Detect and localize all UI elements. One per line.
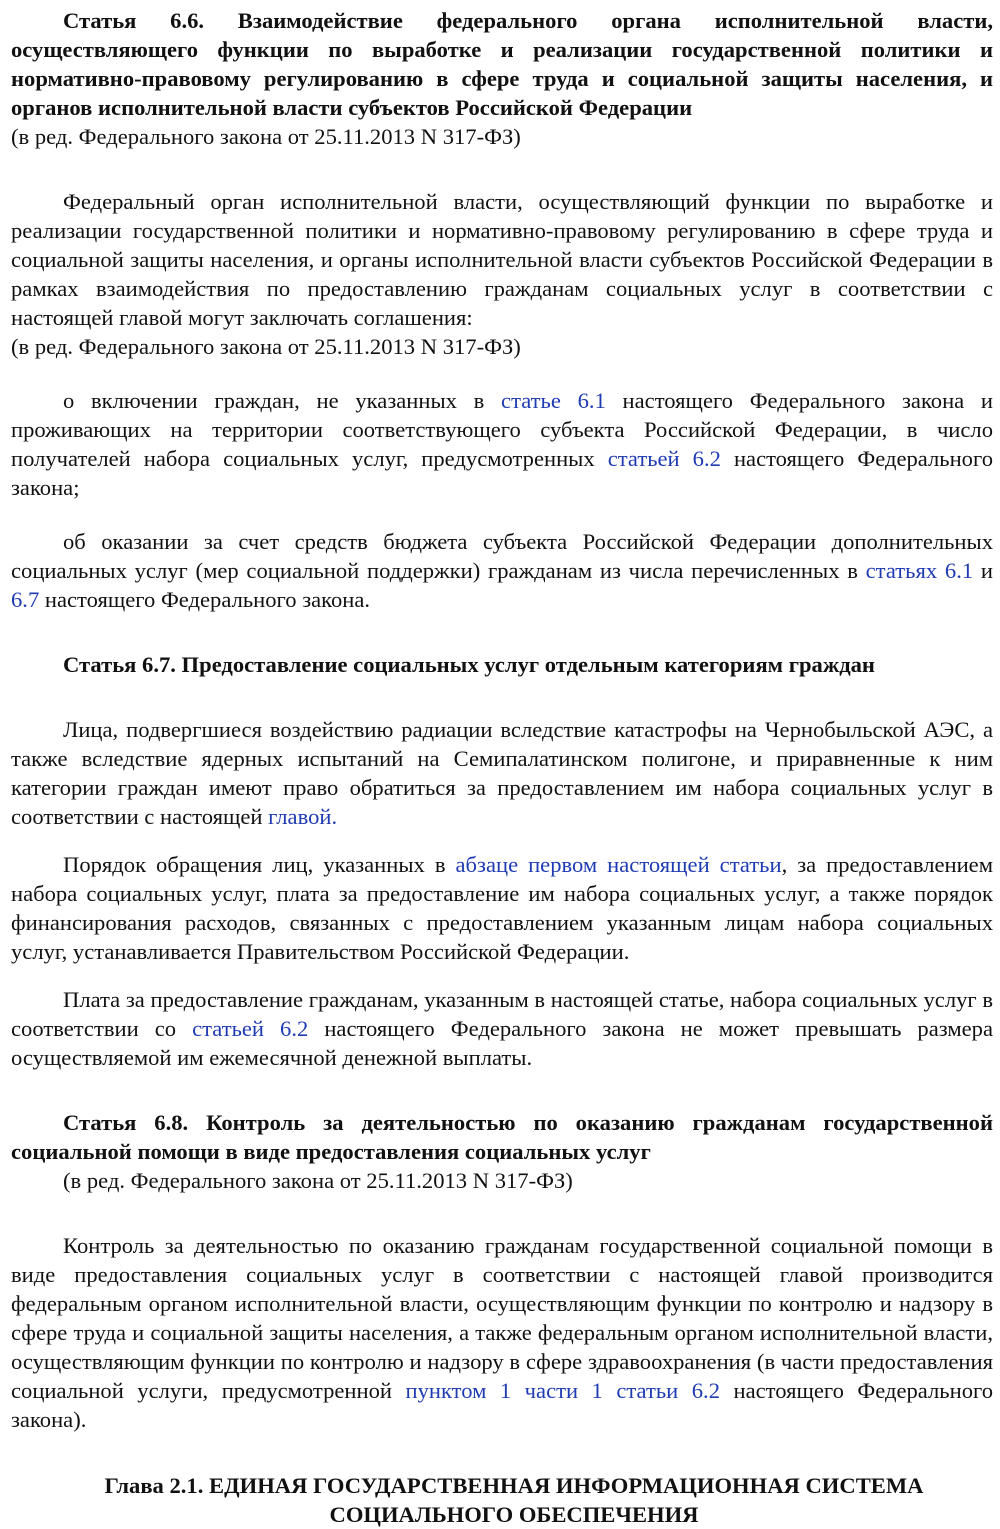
link-chapter[interactable]: главой. <box>268 804 338 829</box>
paragraph <box>11 527 993 614</box>
amendment-note: (в ред. Федерального закона от 25.11.2013 N 317-ФЗ) <box>11 124 521 149</box>
text-span: о включении граждан, не указанных в <box>63 388 502 413</box>
text-span: Контроль за деятельностью по оказанию гражданам государственной социальной помощи в виде предоставления социальных услуг в соответствии с настоящей главой производится федеральным органом исполнительной власти, осуществляющим функции по контролю и надзору в сфере труда и социальной защиты населения, а также федеральным органом исполнительной власти, осуществляющим функции по контролю и надзору в сфере здравоохранения (в части предоставления социальной услуги, предусмотренной <box>11 1233 993 1403</box>
article-heading: Статья 6.8. Контроль за деятельностью по оказанию гражданам государственной социальной помощи в виде предоставления социальных услуг <box>11 1110 993 1164</box>
link-article-6-2[interactable]: статьей 6.2 <box>607 446 721 471</box>
text-span: настоящего Федерального закона). <box>11 1378 994 1432</box>
text-span: Порядок обращения лиц, указанных в <box>63 852 456 877</box>
paragraph <box>11 715 993 831</box>
article-heading: Статья 6.6. Взаимодействие федерального органа исполнительной власти, осуществляющего функции по выработке и реализации государственной политики и нормативно-правовому регулированию в сфере труда и социальной защиты населения, и органов исполнительной власти субъектов Российской Федерации <box>11 8 993 120</box>
chapter-title-line: Глава 2.1. ЕДИНАЯ ГОСУДАРСТВЕННАЯ ИНФОРМАЦИОННАЯ СИСТЕМА <box>104 1473 924 1498</box>
text-span: настоящего Федерального закона и проживающих на территории соответствующего субъекта Российской Федерации, в число получателей набора социальных услуг, предусмотренных <box>11 388 994 471</box>
article-heading: Статья 6.7. Предоставление социальных услуг отдельным категориям граждан <box>63 652 875 677</box>
article-6-6 <box>11 6 993 614</box>
paragraph <box>11 386 993 502</box>
text-span: и <box>973 558 993 583</box>
text-span: Плата за предоставление гражданам, указанным в настоящей статье, набора социальных услуг в соответствии со <box>11 987 993 1041</box>
article-6-8 <box>11 1108 993 1434</box>
amendment-note: (в ред. Федерального закона от 25.11.2013 N 317-ФЗ) <box>11 334 521 359</box>
link-item-1-part-1-article-6-2[interactable]: пунктом 1 части 1 статьи 6.2 <box>405 1378 720 1403</box>
paragraph <box>11 985 993 1072</box>
text-span: , за предоставлением набора социальных услуг, плата за предоставление им набора социальных услуг, а также порядок финансирования расходов, связанных с предоставлением указанным лицам набора социальных услуг, устанавливается Правительством Российской Федерации. <box>11 852 994 964</box>
chapter-heading <box>11 1471 993 1529</box>
link-articles-6-1[interactable]: статьях 6.1 <box>865 558 974 583</box>
article-6-7 <box>11 650 993 1072</box>
amendment-note: (в ред. Федерального закона от 25.11.2013 N 317-ФЗ) <box>63 1168 573 1193</box>
link-article-6-7[interactable]: 6.7 <box>11 587 40 612</box>
text-span: Лица, подвергшиеся воздействию радиации вследствие катастрофы на Чернобыльской АЭС, а также вследствие ядерных испытаний на Семипалатинском полигоне, и приравненные к ним категории граждан имеют право обратиться за предоставлением им набора социальных услуг в соответствии с настоящей <box>11 717 993 829</box>
paragraph <box>11 1231 993 1434</box>
paragraph: Федеральный орган исполнительной власти, осуществляющий функции по выработке и реализации государственной политики и нормативно-правовому регулированию в сфере труда и социальной защиты населения, и органы исполнительной власти субъектов Российской Федерации в рамках взаимодействия по предоставлению гражданам социальных услуг в соответствии с настоящей главой могут заключать соглашения: <box>11 189 993 330</box>
text-span: настоящего Федерального закона. <box>39 587 371 612</box>
text-span: настоящего Федерального закона не может превышать размера осуществляемой им ежемесячной денежной выплаты. <box>11 1016 993 1070</box>
link-article-6-2[interactable]: статьей 6.2 <box>192 1016 309 1041</box>
link-article-6-1[interactable]: статье 6.1 <box>501 388 606 413</box>
chapter-title-line: СОЦИАЛЬНОГО ОБЕСПЕЧЕНИЯ <box>329 1502 699 1527</box>
text-span: настоящего Федерального закона; <box>11 446 993 500</box>
paragraph <box>11 850 993 966</box>
link-first-paragraph[interactable]: абзаце первом настоящей статьи <box>455 852 782 877</box>
text-span: об оказании за счет средств бюджета субъекта Российской Федерации дополнительных социальных услуг (мер социальной поддержки) гражданам из числа перечисленных в <box>11 529 993 583</box>
